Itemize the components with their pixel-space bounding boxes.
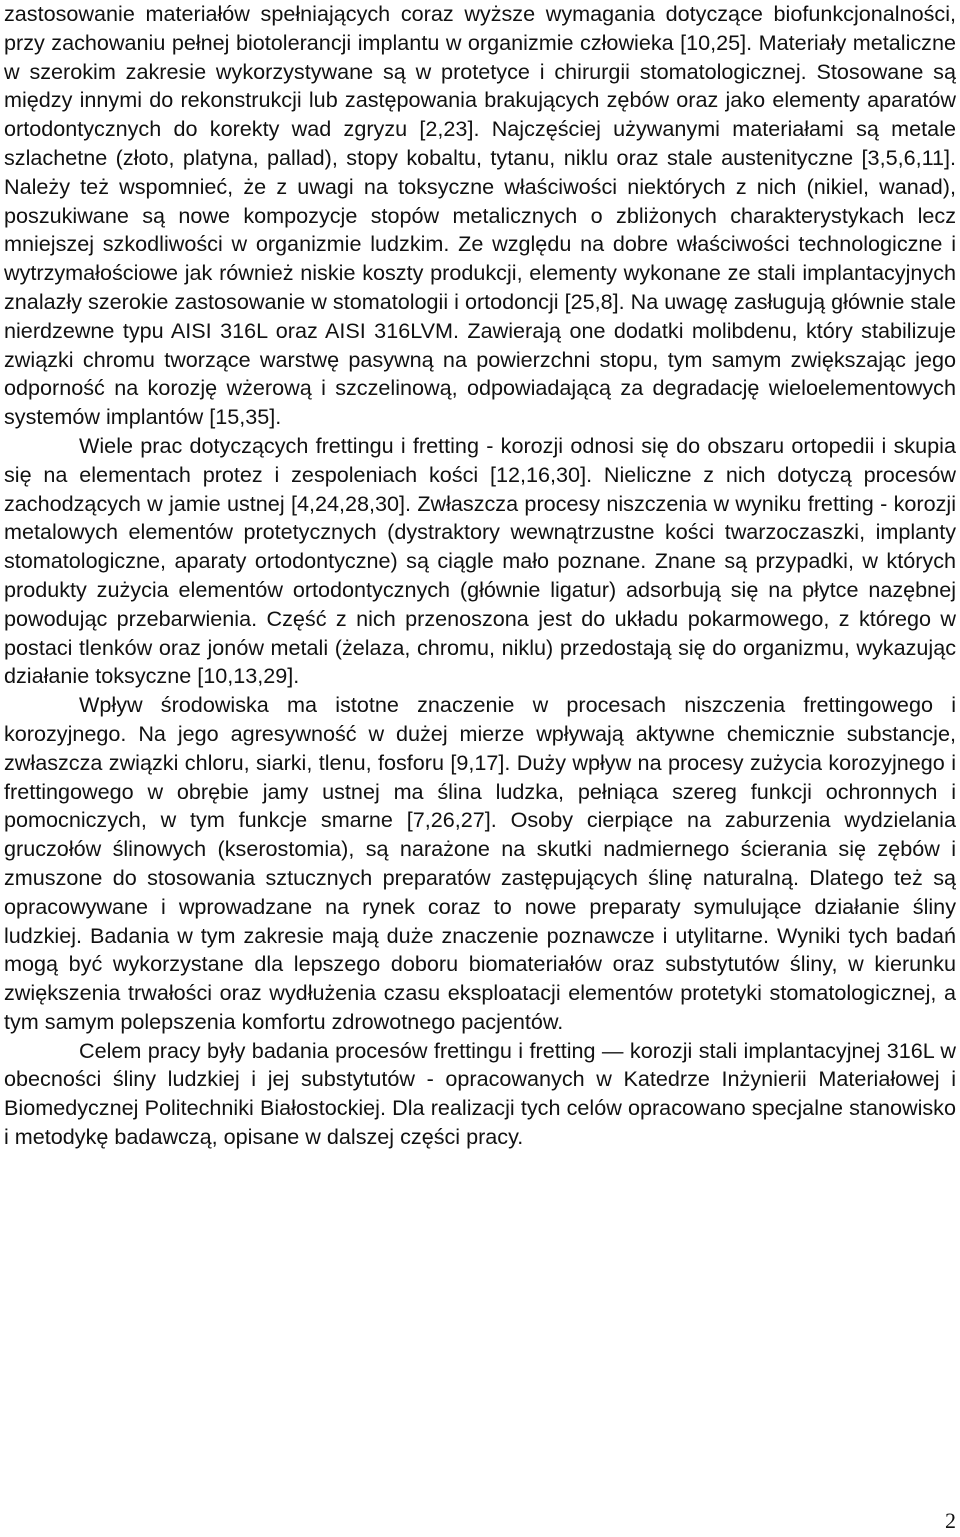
page-number: 2 [945, 1508, 956, 1533]
paragraph-aim-of-work: Celem pracy były badania procesów frettingu i fretting — korozji stali implantacyjnej 316L w obecności śliny ludzkiej i jej substytutów - opracowanych w Katedrze Inżynierii Materiałowej i Biomedycznej Politechniki Białostockiej. Dla realizacji tych celów opracowano specjalne stanowisko i metodykę badawczą, opisane w dalszej części pracy. [4, 1037, 956, 1150]
paragraph-materials-continuation: zastosowanie materiałów spełniających coraz wyższe wymagania dotyczące biofunkcjonalności, przy zachowaniu pełnej biotolerancji implantu w organizmie człowieka [10,25]. Materiały metaliczne w szerokim zakresie wykorzystywane są w protetyce i chirurgii stomatologicznej. Stosowane są między innymi do rekonstrukcji lub zastępowania brakujących zębów oraz jako elementy aparatów ortodontycznych do korekty wad zgryzu [2,23]. Najczęściej używanymi materiałami są metale szlachetne (złoto, platyna, pallad), stopy kobaltu, tytanu, niklu oraz stale austenityczne [3,5,6,11]. Należy też wspomnieć, że z uwagi na toksyczne właściwości niektórych z nich (nikiel, wanad), poszukiwane są nowe kompozycje stopów metalicznych o zbliżonych charakterystykach lecz mniejszej szkodliwości w organizmie ludzkim. Ze względu na dobre właściwości technologiczne i wytrzymałościowe jak również niskie koszty produkcji, elementy wykonane ze stali implantacyjnych znalazły szerokie zastosowanie w stomatologii i ortodoncji [25,8]. Na uwagę zasługują głównie stale nierdzewne typu AISI 316L oraz AISI 316LVM. Zawierają one dodatki molibdenu, który stabilizuje związki chromu tworzące warstwę pasywną na powierzchni stopu, tym samym zwiększając jego odporność na korozję wżerową i szczelinową, odpowiadającą za degradację wieloelementowych systemów implantów [15,35]. [4, 1, 956, 430]
paragraph-fretting-studies: Wiele prac dotyczących frettingu i fretting - korozji odnosi się do obszaru ortopedii i skupia się na elementach protez i zespoleniach kości [12,16,30]. Nieliczne z nich dotyczą procesów zachodzących w jamie ustnej [4,24,28,30]. Zwłaszcza procesy niszczenia w wyniku fretting - korozji metalowych elementów protetycznych (dystraktory wewnątrzustne kości twarzoczaszki, implanty stomatologiczne, aparaty ortodontyczne) są ciągle mało poznane. Znane są przypadki, w których produkty zużycia elementów ortodontycznych (głównie ligatur) adsorbują się na płytce nazębnej powodując przebarwienia. Część z nich przenoszona jest do układu pokarmowego, z którego w postaci tlenków oraz jonów metali (żelaza, chromu, niklu) przedostają się do organizmu, wykazując działanie toksyczne [10,13,29]. [4, 432, 956, 689]
document-page [4, 0, 956, 1152]
paragraph-environment-influence: Wpływ środowiska ma istotne znaczenie w procesach niszczenia frettingowego i korozyjnego. Na jego agresywność w dużej mierze wpływają aktywne chemicznie substancje, zwłaszcza związki chloru, siarki, tlenu, fosforu [9,17]. Duży wpływ na procesy zużycia korozyjnego i frettingowego w obrębie jamy ustnej ma ślina ludzka, pełniąca szereg funkcji ochronnych i pomocniczych, w tym funkcje smarne [7,26,27]. Osoby cierpiące na zaburzenia wydzielania gruczołów ślinowych (kserostomia), są narażone na skutki nadmiernego ścierania się zębów i zmuszone do stosowania sztucznych preparatów zastępujących ślinę naturalną. Dlatego też są opracowywane i wprowadzane na rynek coraz to nowe preparaty symulujące działanie śliny ludzkiej. Badania w tym zakresie mają duże znaczenie poznawcze i utylitarne. Wyniki tych badań mogą być wykorzystane dla lepszego doboru biomateriałów oraz substytutów śliny, w kierunku zwiększenia trwałości oraz wydłużenia czasu eksploatacji elementów protetyki stomatologicznej, a tym samym polepszenia komfortu zdrowotnego pacjentów. [4, 692, 956, 1034]
